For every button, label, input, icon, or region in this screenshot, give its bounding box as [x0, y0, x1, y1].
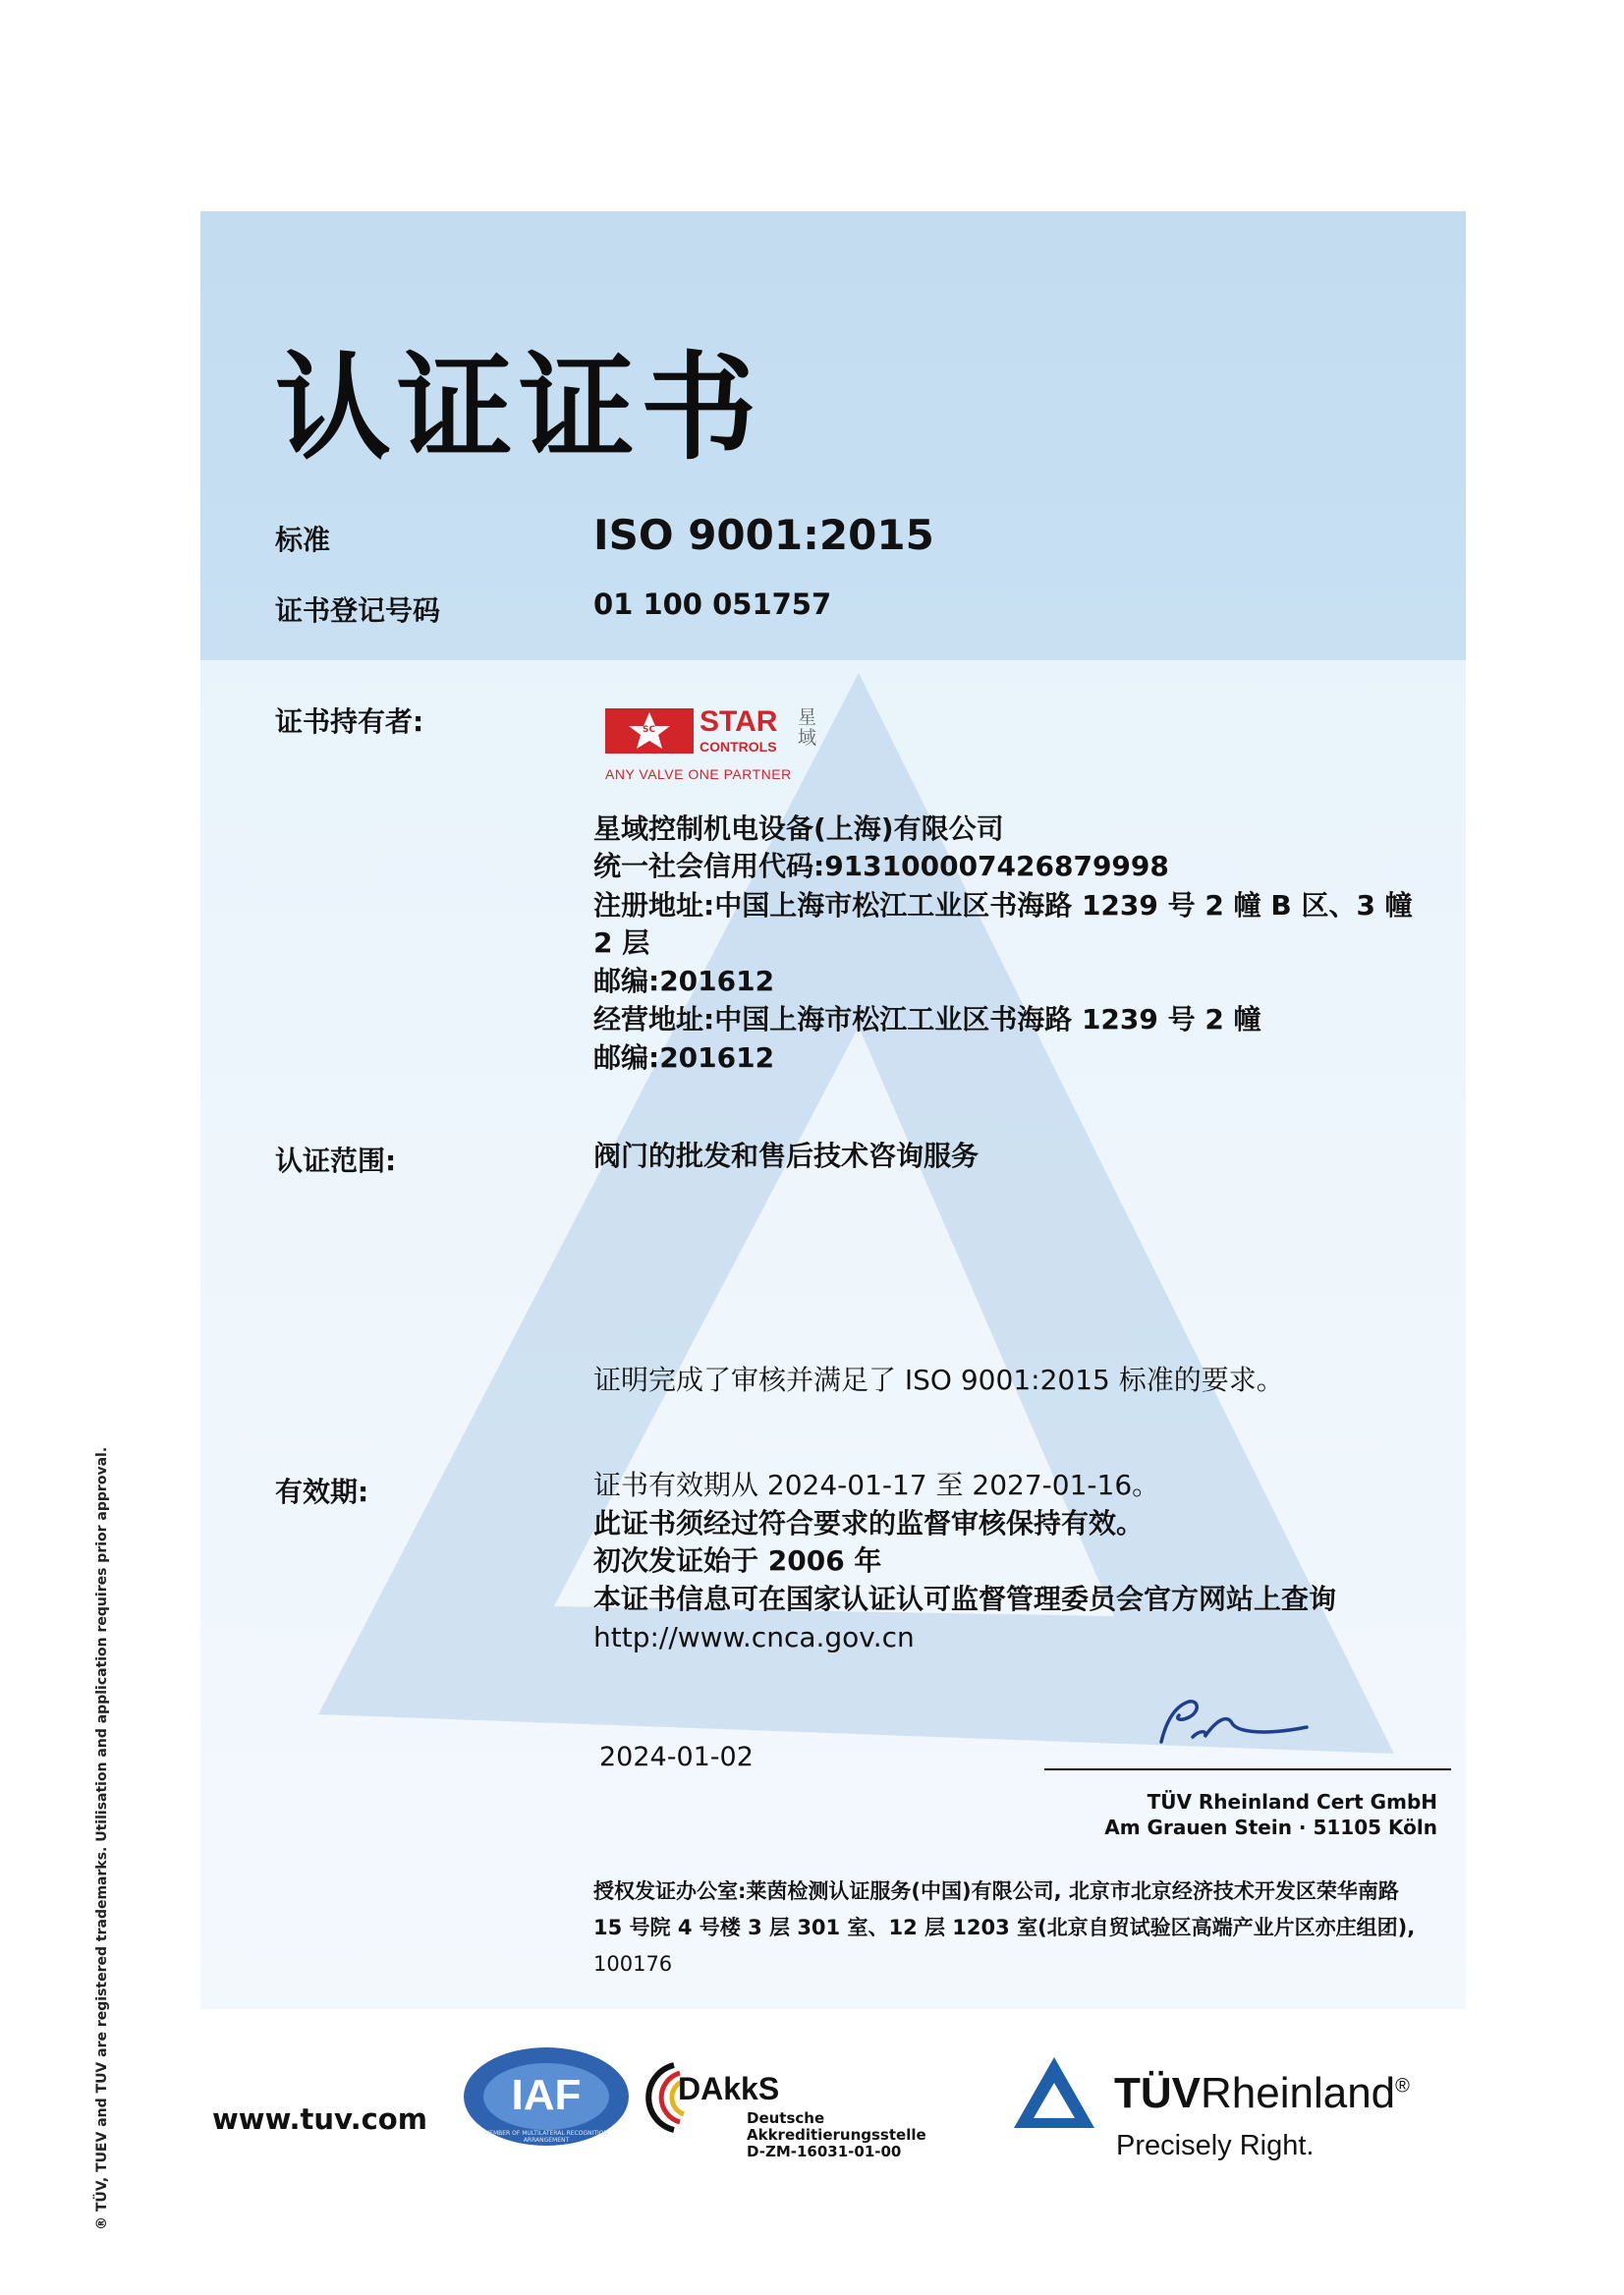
- standard-label: 标准: [275, 524, 331, 556]
- signature-line: [1044, 1768, 1451, 1770]
- postcode-business: 邮编:201612: [593, 1041, 775, 1074]
- dakks-name: DAkkS: [678, 2071, 780, 2106]
- scope-label: 认证范围:: [275, 1145, 397, 1177]
- tuv-slogan: Precisely Right.: [1116, 2130, 1315, 2161]
- dakks-line-3: D-ZM-16031-01-00: [747, 2143, 902, 2160]
- logo-brand-star: STAR: [700, 705, 778, 738]
- tuv-website[interactable]: www.tuv.com: [212, 2102, 427, 2136]
- page-title: 认证证书: [275, 340, 763, 476]
- issuer-name: TÜV Rheinland Cert GmbH: [1147, 1790, 1437, 1814]
- company-name: 星域控制机电设备(上海)有限公司: [593, 812, 1004, 845]
- registered-address-cont: 2 层: [593, 926, 650, 959]
- registration-label: 证书登记号码: [275, 594, 441, 627]
- cnca-link[interactable]: http://www.cnca.gov.cn: [593, 1621, 915, 1653]
- standard-value: ISO 9001:2015: [593, 511, 934, 559]
- validity-label: 有效期:: [275, 1476, 369, 1508]
- dakks-line-2: Akkreditierungsstelle: [747, 2126, 926, 2144]
- validity-surveillance: 此证书须经过符合要求的监督审核保持有效。: [593, 1507, 1145, 1539]
- office-label: 授权发证办公室:: [593, 1879, 747, 1903]
- dakks-logo: [644, 2045, 926, 2168]
- issuer-address: Am Grauen Stein · 51105 Köln: [1104, 1816, 1437, 1839]
- credit-code: 统一社会信用代码:913100007426879998: [593, 850, 1169, 882]
- first-issue: 初次发证始于 2006 年: [593, 1544, 882, 1577]
- signature-icon: [1149, 1688, 1316, 1766]
- iaf-ring-text: MEMBER OF MULTILATERAL RECOGNITION ARRANGEMENT: [483, 2130, 608, 2144]
- office-line-1: [593, 1875, 1399, 1908]
- star-controls-logo: [605, 705, 821, 794]
- office-text-1: 莱茵检测认证服务(中国)有限公司, 北京市北京经济技术开发区荣华南路: [746, 1879, 1399, 1903]
- office-text-3: 100176: [593, 1952, 673, 1976]
- tuv-triangle-icon: [1010, 2053, 1098, 2132]
- tuv-wordmark: [1114, 2069, 1410, 2118]
- registered-address: 注册地址:中国上海市松江工业区书海路 1239 号 2 幢 B 区、3 幢: [593, 889, 1413, 922]
- holder-label: 证书持有者:: [275, 705, 424, 738]
- tuv-registered-mark: ®: [1395, 2075, 1410, 2098]
- validity-period: 证书有效期从 2024-01-17 至 2027-01-16。: [593, 1469, 1160, 1501]
- tuv-name-bold: TÜV: [1114, 2069, 1201, 2117]
- trademark-side-note: ® TÜV, TUEV and TUV are registered trademarks. Utilisation and application requires prior approval.: [94, 1446, 110, 2230]
- scope-value: 阀门的批发和售后技术咨询服务: [593, 1140, 980, 1172]
- registration-value: 01 100 051757: [593, 588, 832, 621]
- issue-date: 2024-01-02: [599, 1742, 754, 1772]
- star-emblem-icon: [605, 708, 694, 754]
- logo-cn: 星域: [798, 706, 817, 749]
- verification-note: 本证书信息可在国家认证认可监督管理委员会官方网站上查询: [593, 1583, 1337, 1615]
- business-address: 经营地址:中国上海市松江工业区书海路 1239 号 2 幢: [593, 1003, 1261, 1036]
- logo-brand-controls: CONTROLS: [700, 739, 777, 755]
- tuv-rheinland-logo: [1010, 2053, 1442, 2171]
- logo-tagline: ANY VALVE ONE PARTNER: [605, 766, 792, 782]
- dakks-line-1: Deutsche: [747, 2109, 825, 2127]
- iaf-logo: [462, 2045, 631, 2148]
- office-text-2: 15 号院 4 号楼 3 层 301 室、12 层 1203 室(北京自贸试验区高端产业片区亦庄组团),: [593, 1916, 1416, 1939]
- iaf-abbr: IAF: [511, 2071, 582, 2119]
- emblem-text: SC: [643, 725, 656, 735]
- tuv-name-rest: Rheinland: [1201, 2069, 1396, 2117]
- postcode-registered: 邮编:201612: [593, 965, 775, 997]
- compliance-statement: 证明完成了审核并满足了 ISO 9001:2015 标准的要求。: [593, 1364, 1284, 1396]
